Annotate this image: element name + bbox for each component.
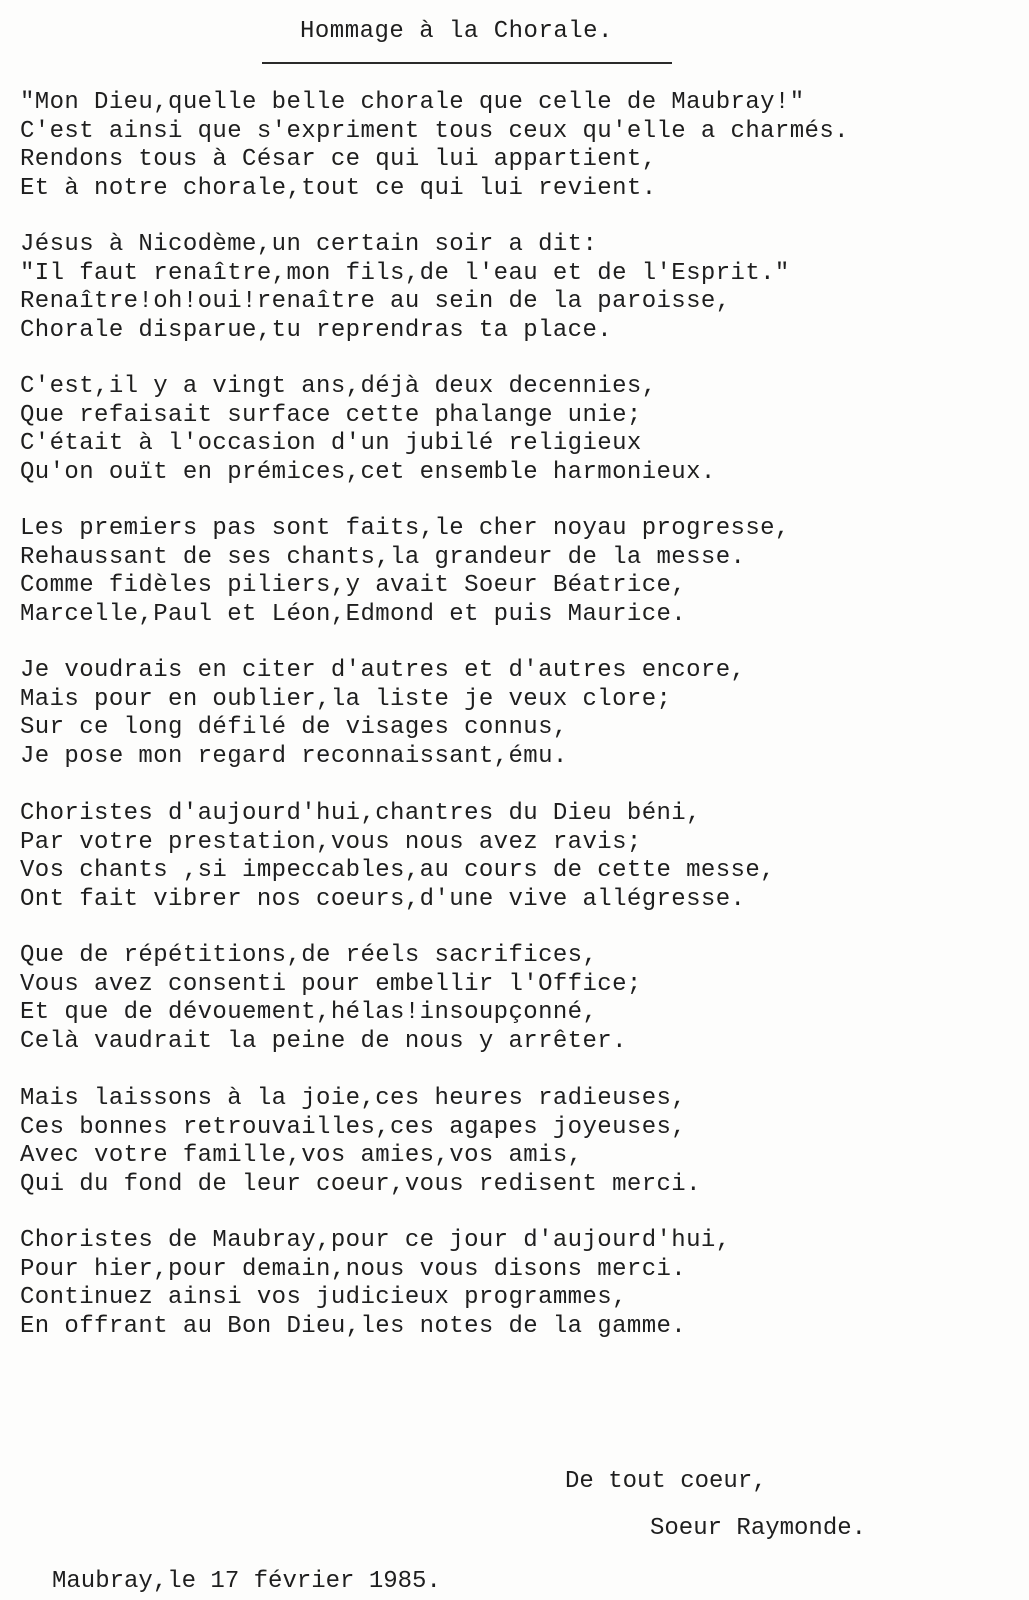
verse-line: Continuez ainsi vos judicieux programmes,	[20, 1284, 627, 1312]
place-date: Maubray,le 17 février 1985.	[52, 1568, 441, 1595]
stanza-4	[20, 515, 1020, 629]
verse-line: Que refaisait surface cette phalange unie;	[20, 401, 642, 429]
verse-line: Rehaussant de ses chants,la grandeur de la messe.	[20, 543, 746, 571]
verse-line: Les premiers pas sont faits,le cher noyau progresse,	[20, 515, 790, 542]
verse-line: Par votre prestation,vous nous avez ravis;	[20, 828, 642, 856]
verse-line: Comme fidèles piliers,y avait Soeur Béatrice,	[20, 572, 687, 600]
verse-line: Marcelle,Paul et Léon,Edmond et puis Maurice.	[20, 600, 687, 628]
verse-line: Mais laissons à la joie,ces heures radieuses,	[20, 1085, 687, 1112]
verse-line: Chorale disparue,tu reprendras ta place.	[20, 316, 613, 344]
verse-line: Ces bonnes retrouvailles,ces agapes joyeuses,	[20, 1113, 687, 1141]
verse-line: C'est ainsi que s'expriment tous ceux qu'elle a charmés.	[20, 117, 849, 145]
verse-line: Choristes de Maubray,pour ce jour d'aujourd'hui,	[20, 1227, 731, 1254]
verse-line: Ont fait vibrer nos coeurs,d'une vive allégresse.	[20, 885, 746, 913]
closing-salutation: De tout coeur,	[565, 1468, 767, 1495]
stanza-6	[20, 800, 1020, 914]
verse-line: Jésus à Nicodème,un certain soir a dit:	[20, 231, 598, 258]
verse-line: Mais pour en oublier,la liste je veux clore;	[20, 685, 672, 713]
verse-line: Qui du fond de leur coeur,vous redisent merci.	[20, 1170, 701, 1198]
verse-line: "Il faut renaître,mon fils,de l'eau et de l'Esprit."	[20, 259, 790, 287]
verse-line: Et à notre chorale,tout ce qui lui revient.	[20, 174, 657, 202]
stanza-8	[20, 1085, 1020, 1199]
verse-line: C'était à l'occasion d'un jubilé religieux	[20, 430, 642, 458]
verse-line: Que de répétitions,de réels sacrifices,	[20, 942, 598, 969]
verse-line: C'est,il y a vingt ans,déjà deux decennies,	[20, 373, 657, 400]
verse-line: Et que de dévouement,hélas!insoupçonné,	[20, 999, 598, 1027]
poem-title: Hommage à la Chorale.	[300, 18, 613, 45]
verse-line: Avec votre famille,vos amies,vos amis,	[20, 1142, 583, 1170]
verse-line: Renaître!oh!oui!renaître au sein de la paroisse,	[20, 288, 731, 316]
stanza-5	[20, 657, 1020, 771]
verse-line: Rendons tous à César ce qui lui appartient,	[20, 146, 657, 174]
verse-line: Celà vaudrait la peine de nous y arrêter.	[20, 1027, 627, 1055]
verse-line: Choristes d'aujourd'hui,chantres du Dieu béni,	[20, 800, 701, 827]
stanza-2	[20, 231, 1020, 345]
verse-line: Pour hier,pour demain,nous vous disons merci.	[20, 1255, 687, 1283]
verse-line: Vous avez consenti pour embellir l'Office;	[20, 970, 642, 998]
verse-line: Vos chants ,si impeccables,au cours de cette messe,	[20, 857, 775, 885]
title-underline	[262, 62, 672, 64]
verse-line: En offrant au Bon Dieu,les notes de la gamme.	[20, 1312, 687, 1340]
verse-line: Je voudrais en citer d'autres et d'autres encore,	[20, 657, 746, 684]
verse-line: Je pose mon regard reconnaissant,ému.	[20, 742, 568, 770]
stanza-9	[20, 1227, 1020, 1341]
stanza-1	[20, 89, 1020, 203]
stanza-3	[20, 373, 1020, 487]
verse-line: Sur ce long défilé de visages connus,	[20, 714, 568, 742]
stanza-7	[20, 942, 1020, 1056]
signature: Soeur Raymonde.	[650, 1515, 867, 1542]
verse-line: Qu'on ouït en prémices,cet ensemble harmonieux.	[20, 458, 716, 486]
verse-line: "Mon Dieu,quelle belle chorale que celle de Maubray!"	[20, 89, 805, 116]
